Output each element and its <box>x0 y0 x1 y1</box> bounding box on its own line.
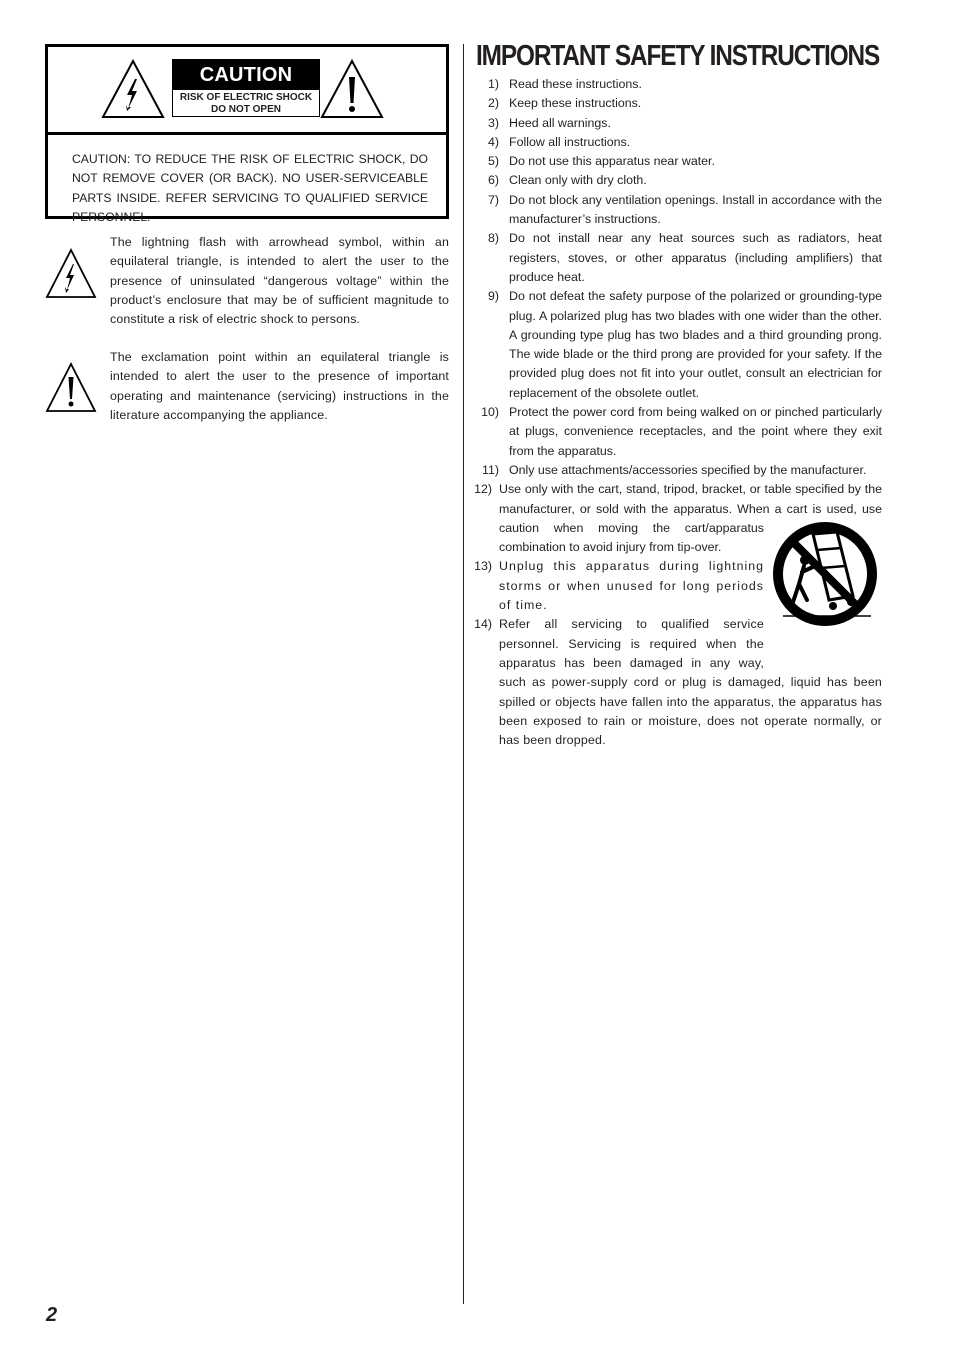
list-item <box>474 133 882 152</box>
lightning-warning-icon <box>101 59 165 119</box>
list-item <box>474 615 882 750</box>
caution-header <box>48 47 446 135</box>
exclamation-warning-icon <box>320 59 384 119</box>
caution-text: CAUTION: TO REDUCE THE RISK OF ELECTRIC SHOCK, DO NOT REMOVE COVER (OR BACK). NO USER-SERVICEABLE PARTS INSIDE. REFER SERVICING TO QUALIFIED SERVICE PERSONNEL. <box>72 152 428 224</box>
item-number: 6) <box>487 173 499 188</box>
list-item <box>474 94 882 113</box>
item-number: 14) <box>474 617 492 632</box>
item-text: Clean only with dry cloth. <box>509 173 647 188</box>
item-number: 12) <box>474 482 492 497</box>
caution-label <box>172 59 320 117</box>
item-text: Do not block any ventilation openings. Install in accordance with the manufacturer’s instructions. <box>509 192 882 227</box>
item-text: Follow all instructions. <box>509 134 631 149</box>
item-number: 4) <box>487 134 499 149</box>
list-item <box>474 229 882 287</box>
item-number: 9) <box>487 289 499 304</box>
list-item <box>474 75 882 94</box>
safety-instructions-list <box>474 75 882 750</box>
list-item <box>474 152 882 171</box>
list-item <box>474 191 882 230</box>
lightning-symbol-description: The lightning flash with arrowhead symbol, within an equilateral triangle, is intended to alert the user to the presence of uninsulated “dangerous voltage” within the product’s enclosure that may be of sufficient magnitude to constitute a risk of electric shock to persons. <box>110 235 449 327</box>
item-text: Do not use this apparatus near water. <box>509 154 715 169</box>
list-item <box>474 403 882 461</box>
caution-sub-line-2: DO NOT OPEN <box>210 103 281 115</box>
page-number: 2 <box>46 1304 58 1326</box>
item-text: Protect the power cord from being walked on or pinched particularly at plugs, convenience receptacles, and the point where they exit from the apparatus. <box>509 405 882 458</box>
exclamation-warning-icon <box>45 362 97 414</box>
exclamation-symbol-description: The exclamation point within an equilateral triangle is intended to alert the user to the presence of important operating and maintenance (servicing) instructions in the literature accompanying the appliance. <box>110 350 449 422</box>
item-text: Unplug this apparatus during lightning storms or when unused for long periods of time. <box>499 559 764 613</box>
list-item <box>474 171 882 190</box>
column-divider <box>463 44 464 1304</box>
item-number: 10) <box>481 405 499 420</box>
item-number: 1) <box>487 77 499 91</box>
item-number: 11) <box>482 462 499 477</box>
item-text: Do not install near any heat sources such as radiators, heat registers, stoves, or other apparatus (including amplifiers) that produce heat. <box>509 231 882 284</box>
caution-sub-line-1: RISK OF ELECTRIC SHOCK <box>179 92 313 103</box>
caution-box <box>45 44 449 224</box>
item-number: 8) <box>487 231 499 246</box>
list-item <box>474 287 882 403</box>
item-number: 3) <box>487 115 499 130</box>
lightning-warning-icon <box>45 248 97 300</box>
item-text: Use only with the cart, stand, tripod, bracket, or table specified by the manufacturer, or sold with the apparatus. When a cart is used, use caution when moving the cart/apparatus combination to avoid injury from tip-over. <box>499 482 882 555</box>
list-item <box>474 114 882 133</box>
item-text: Keep these instructions. <box>509 96 642 111</box>
item-number: 5) <box>487 154 499 169</box>
item-text: Heed all warnings. <box>509 115 611 130</box>
item-text: Refer all servicing to qualified service personnel. Servicing is required when the apparatus has been damaged in any way, such as power-supply cord or plug is damaged, liquid has been spilled or objects have fallen into the apparatus, the apparatus has been exposed to rain or moisture, does not operate normally, or has been dropped. <box>499 617 882 748</box>
item-number: 2) <box>487 96 499 111</box>
item-text: Only use attachments/accessories specified by the manufacturer. <box>509 462 867 477</box>
page-title: IMPORTANT SAFETY INSTRUCTIONS <box>476 40 880 72</box>
list-item <box>474 461 882 480</box>
item-number: 13) <box>474 559 492 574</box>
caution-word: CAUTION <box>173 60 319 90</box>
cart-tip-over-warning-icon <box>771 520 879 628</box>
item-text: Do not defeat the safety purpose of the polarized or grounding-type plug. A polarized plug has two blades with one wider than the other. A grounding type plug has two blades and a third grounding prong. The wide blade or the third prong are provided for your safety. If the provided plug does not fit into your outlet, consult an electrician for replacement of the obsolete outlet. <box>509 289 882 400</box>
item-text: Read these instructions. <box>509 77 642 91</box>
item-number: 7) <box>487 192 499 207</box>
